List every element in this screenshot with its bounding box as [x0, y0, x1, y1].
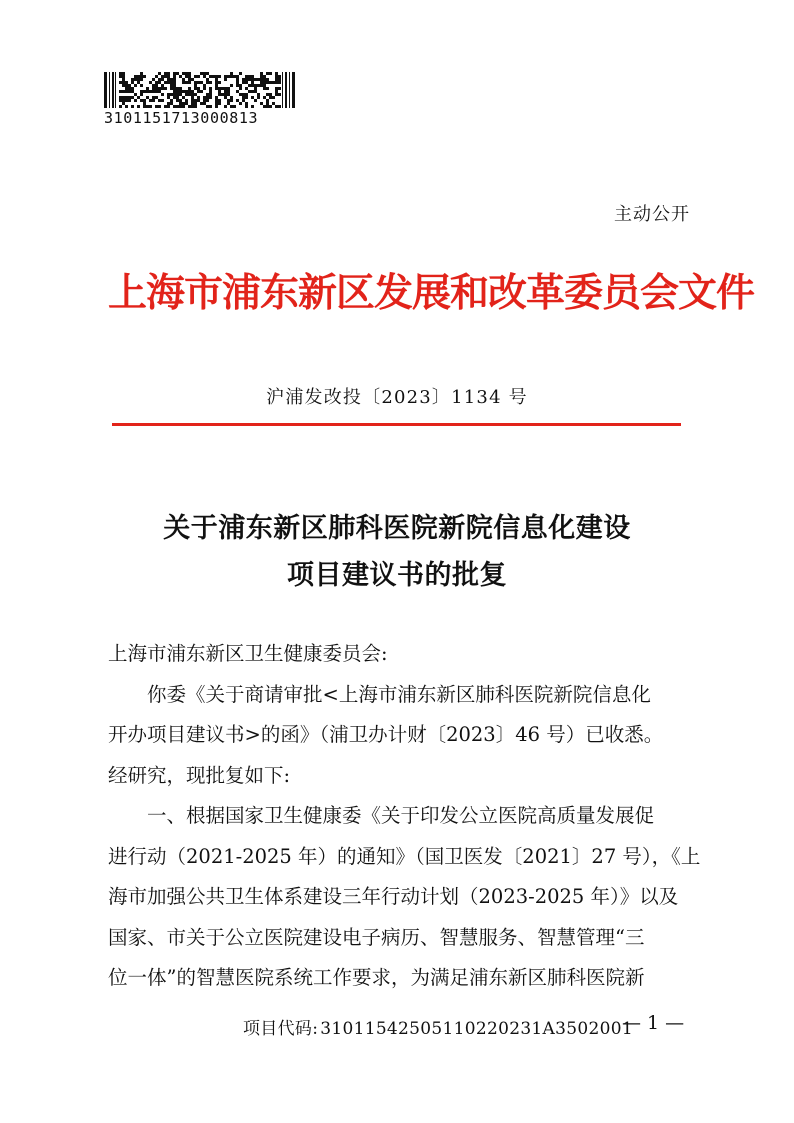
page-number: — 1 —	[622, 1012, 685, 1034]
paragraph-2-line: 国家、市关于公立医院建设电子病历、智慧服务、智慧管理“三	[108, 925, 645, 949]
document-number: 沪浦发改投〔2023〕1134 号	[266, 387, 528, 408]
project-code-value: 31011542505110220231A3502001	[320, 1019, 633, 1039]
barcode-graphic	[104, 72, 296, 108]
addressee: 上海市浦东新区卫生健康委员会:	[108, 642, 388, 665]
paragraph-2-line: 海市加强公共卫生体系建设三年行动计划（2023-2025 年）》以及	[108, 885, 679, 908]
paragraph-2-line: 一、根据国家卫生健康委《关于印发公立医院高质量发展促	[147, 804, 655, 827]
document-body	[108, 634, 701, 999]
document-title	[0, 505, 794, 599]
paragraph-1-line: 经研究，现批复如下:	[108, 763, 291, 787]
paragraph-2	[108, 796, 701, 999]
paragraph-1	[108, 675, 690, 797]
disclosure-label: 主动公开	[614, 204, 690, 225]
paragraph-1-line: 开办项目建议书>的函》（浦卫办计财〔2023〕46 号）已收悉。	[108, 723, 664, 746]
issuing-authority-title: 上海市浦东新区发展和改革委员会文件	[108, 272, 755, 315]
paragraph-1-line: 你委《关于商请审批<上海市浦东新区肺科医院新院信息化	[147, 682, 651, 706]
project-code	[243, 1014, 633, 1039]
red-divider-line	[112, 423, 681, 426]
document-title-line-2: 项目建议书的批复	[287, 560, 507, 591]
project-code-label: 项目代码:	[243, 1019, 319, 1039]
barcode-number: 3101151713000813	[104, 109, 259, 127]
paragraph-2-line: 位一体”的智慧医院系统工作要求，为满足浦东新区肺科医院新	[108, 966, 645, 989]
paragraph-2-line: 进行动（2021-2025 年）的通知》（国卫医发〔2021〕27 号），《上	[108, 844, 701, 868]
document-title-line-1: 关于浦东新区肺科医院新院信息化建设	[163, 513, 631, 544]
